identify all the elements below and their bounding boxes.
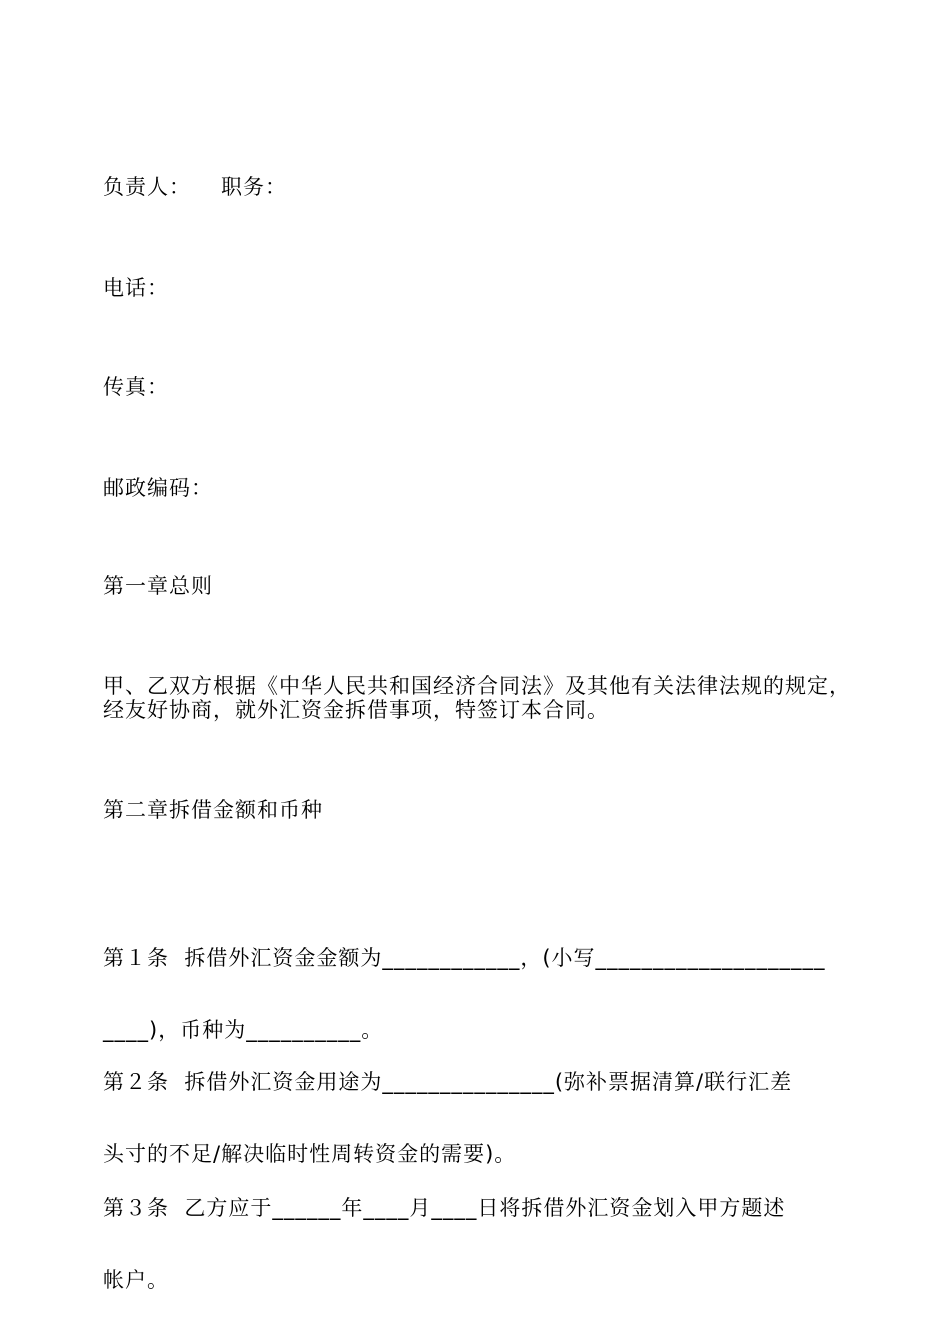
responsible-label: 负责人： bbox=[103, 175, 191, 199]
article-1-line2: ____)，币种为__________。 bbox=[103, 1018, 384, 1042]
responsible-position-line bbox=[103, 175, 853, 199]
chapter2-title: 第二章拆借金额和币种 bbox=[103, 798, 323, 822]
postcode-label: 邮政编码： bbox=[103, 476, 213, 500]
article-2-line1: 第２条 拆借外汇资金用途为_______________(弥补票据清算/联行汇差 bbox=[103, 1070, 793, 1094]
article-2-line2: 头寸的不足/解决临时性周转资金的需要)。 bbox=[103, 1142, 517, 1166]
chapter1-title: 第一章总则 bbox=[103, 574, 213, 598]
phone-label: 电话： bbox=[103, 276, 169, 300]
chapter1-body: 甲、乙双方根据《中华人民共和国经济合同法》及其他有关法律法规的规定，经友好协商，就外汇资金拆借事项，特签订本合同。 bbox=[103, 674, 851, 722]
article-3 bbox=[103, 1148, 853, 1340]
article-1-line1: 第１条 拆借外汇资金金额为____________，(小写____________________ bbox=[103, 946, 826, 970]
article-3-line1: 第３条 乙方应于______年____月____日将拆借外汇资金划入甲方题述 bbox=[103, 1196, 786, 1220]
article-3-line2: 帐户。 bbox=[103, 1268, 169, 1292]
fax-label: 传真： bbox=[103, 375, 169, 399]
position-label: 职务： bbox=[221, 175, 287, 199]
